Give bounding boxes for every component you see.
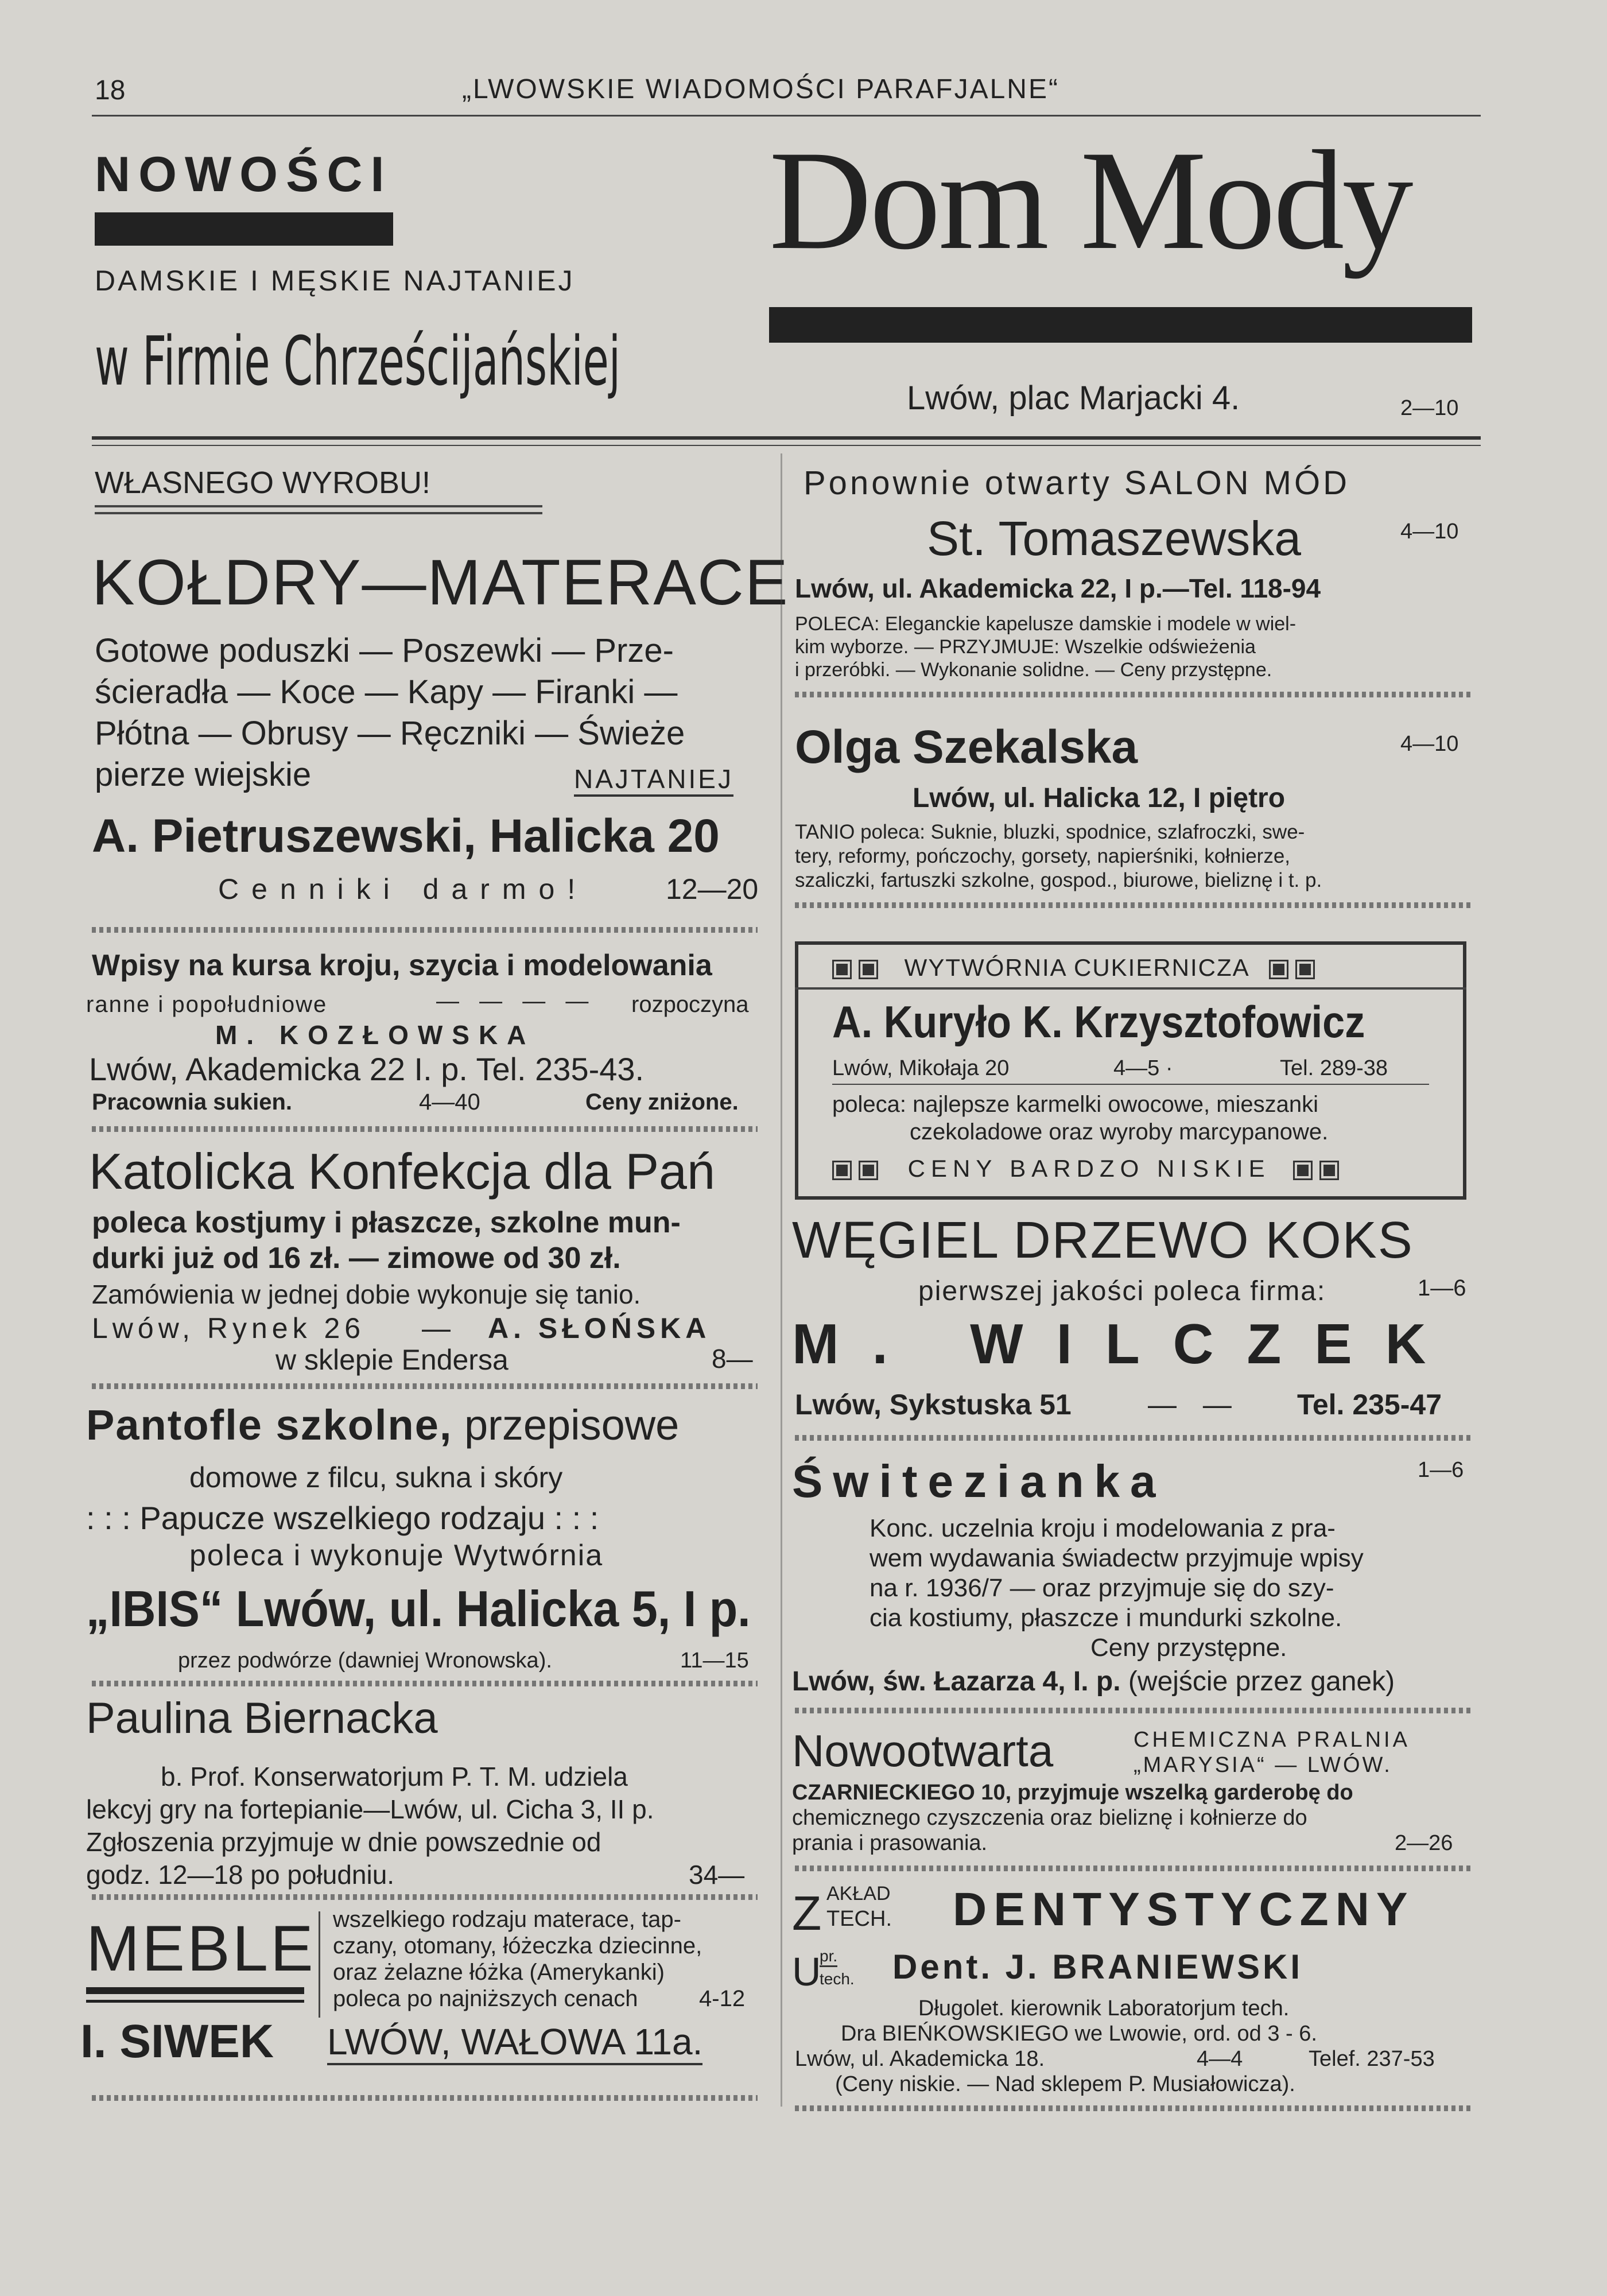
konfekcja-line-5: w sklepie Endersa bbox=[275, 1344, 509, 1376]
kozlowska-address: Lwów, Akademicka 22 I. p. Tel. 235-43. bbox=[89, 1051, 645, 1087]
dom-mody-black-bar bbox=[769, 307, 1472, 343]
kurylo-line-2: czekoladowe oraz wyroby marcypanowe. bbox=[910, 1119, 1329, 1145]
meble-black-bar-2 bbox=[86, 2000, 304, 2003]
tomaszewska-code: 4—10 bbox=[1400, 519, 1459, 544]
switezianka-address-rest: (wejście przez ganek) bbox=[1128, 1666, 1395, 1697]
own-make-underline-2 bbox=[95, 512, 542, 514]
ornament-rule bbox=[795, 1435, 1472, 1441]
meble-code: 4-12 bbox=[699, 1986, 746, 2011]
marysia-line-1-text: CZARNIECKIEGO 10, przyjmuje wszelką garderobę do bbox=[792, 1781, 1353, 1805]
switezianka-name: Świtezianka bbox=[792, 1456, 1166, 1507]
tomaszewska-line-3: POLECA: Eleganckie kapelusze damskie i modele w wiel- bbox=[795, 613, 1297, 635]
meble-name: I. SIWEK bbox=[80, 2015, 274, 2068]
kozlowska-line-1: Wpisy na kursa kroju, szycia i modelowania bbox=[92, 949, 712, 982]
biernacka-line-3: Zgłoszenia przyjmuje w dnie powszednie od bbox=[86, 1827, 601, 1857]
nowosci-subline: DAMSKIE I MĘSKIE NAJTANIEJ bbox=[95, 265, 575, 297]
koldry-line-1: Gotowe poduszki — Poszewki — Prze- bbox=[95, 632, 674, 669]
kurylo-line-1: poleca: najlepsze karmelki owocowe, mieszanki bbox=[832, 1092, 1319, 1117]
switezianka-address-bold: Lwów, św. Łazarza 4, I. p. bbox=[792, 1666, 1121, 1697]
ornament-rule bbox=[92, 927, 758, 933]
konfekcja-headline: Katolicka Konfekcja dla Pań bbox=[89, 1143, 715, 1200]
kurylo-top bbox=[832, 954, 1322, 982]
ibis-firm: „IBIS“ Lwów, ul. Halicka 5, I p. bbox=[86, 1580, 751, 1637]
nowosci-black-bar bbox=[95, 212, 393, 246]
own-make-underline bbox=[95, 505, 542, 507]
koldry-firm: A. Pietruszewski, Halicka 20 bbox=[92, 810, 720, 862]
meble-line-3: oraz żelazne łóżka (Amerykanki) bbox=[333, 1960, 665, 1985]
kurylo-bottom-label: CENY BARDZO NISKIE bbox=[907, 1155, 1271, 1182]
column-divider bbox=[781, 453, 782, 2107]
kozlowska-line-2-right: rozpoczyna bbox=[631, 992, 749, 1017]
wilczek-name: M. WILCZEK bbox=[792, 1312, 1460, 1375]
dom-mody-code: 2—10 bbox=[1400, 396, 1459, 420]
square-ornament-icon bbox=[832, 960, 852, 979]
top-section-rule bbox=[92, 436, 1481, 440]
biernacka-line-2: lekcyj gry na fortepianie—Lwów, ul. Cicha 3, II p. bbox=[86, 1794, 654, 1824]
header-rule bbox=[92, 115, 1481, 117]
ornament-rule bbox=[92, 1383, 758, 1389]
running-title: „LWOWSKIE WIADOMOŚCI PARAFJALNE“ bbox=[462, 74, 1059, 104]
koldry-line-2: ścieradła — Koce — Kapy — Firanki — bbox=[95, 673, 678, 711]
wilczek-code: 1—6 bbox=[1418, 1275, 1466, 1301]
upr-top: pr. bbox=[820, 1947, 837, 1967]
dent-line-4: (Ceny niskie. — Nad sklepem P. Musiałowicza). bbox=[835, 2072, 1295, 2096]
square-ornament-icon bbox=[859, 1161, 878, 1180]
ornament-rule bbox=[795, 902, 1472, 908]
ibis-headline-bold: Pantofle szkolne, bbox=[86, 1401, 453, 1449]
ibis-line-2: : : : Papucze wszelkiego rodzaju : : : bbox=[86, 1500, 599, 1536]
koldry-headline: KOŁDRY—MATERACE bbox=[92, 546, 789, 618]
marysia-line-1 bbox=[792, 1781, 1353, 1805]
dom-mody-address: Lwów, plac Marjacki 4. bbox=[907, 379, 1240, 417]
square-ornament-icon bbox=[1293, 1161, 1313, 1180]
ibis-headline-rest: przepisowe bbox=[464, 1401, 680, 1449]
square-ornament-icon bbox=[1295, 960, 1315, 979]
marysia-line-2: chemicznego czyszczenia oraz bieliznę i kołnierze do bbox=[792, 1806, 1307, 1830]
nowosci-firm-line: w Firmie Chrześcijańskiej bbox=[95, 321, 621, 401]
szekalska-line-2: tery, reformy, pończochy, gorsety, napierśniki, kołnierze, bbox=[795, 845, 1291, 867]
ibis-headline bbox=[86, 1401, 679, 1449]
szekalska-name: Olga Szekalska bbox=[795, 721, 1138, 773]
ibis-line-3: poleca i wykonuje Wytwórnia bbox=[189, 1539, 604, 1572]
switezianka-line-4: cia kostiumy, płaszcze i mundurki szkolne. bbox=[870, 1604, 1342, 1632]
konfekcja-line-3: Zamówienia w jednej dobie wykonuje się tanio. bbox=[92, 1279, 641, 1309]
biernacka-code: 34— bbox=[689, 1860, 745, 1890]
zaklad-z: Z bbox=[792, 1886, 822, 1940]
koldry-cenniki: Cenniki darmo! bbox=[218, 873, 588, 905]
upr-u: U bbox=[792, 1949, 821, 1994]
upr-bottom: tech. bbox=[820, 1970, 855, 1988]
meble-address: LWÓW, WAŁOWA 11a. bbox=[327, 2020, 702, 2065]
ornament-rule bbox=[795, 1708, 1472, 1713]
own-make-label: WŁASNEGO WYROBU! bbox=[95, 466, 431, 500]
nowosci-headline: NOWOŚCI bbox=[95, 147, 393, 202]
square-ornament-icon bbox=[832, 1161, 852, 1180]
top-section-rule-2 bbox=[92, 445, 1481, 446]
ornament-rule bbox=[92, 1894, 758, 1900]
ibis-code: 11—15 bbox=[680, 1649, 749, 1673]
zaklad-top: AKŁAD bbox=[826, 1883, 891, 1905]
kurylo-name: A. Kuryło K. Krzysztofowicz bbox=[832, 996, 1365, 1047]
kozlowska-code: 4—40 bbox=[419, 1089, 480, 1115]
meble-line-1: wszelkiego rodzaju materace, tap- bbox=[333, 1907, 681, 1932]
tomaszewska-address: Lwów, ul. Akademicka 22, I p.—Tel. 118-94 bbox=[795, 573, 1321, 603]
switezianka-code: 1—6 bbox=[1418, 1458, 1464, 1482]
switezianka-line-1: Konc. uczelnia kroju i modelowania z pra- bbox=[870, 1514, 1336, 1542]
tomaszewska-line-5: i przeróbki. — Wykonanie solidne. — Ceny przystępne. bbox=[795, 659, 1272, 681]
kurylo-bottom bbox=[832, 1155, 1346, 1182]
ornament-rule bbox=[92, 2095, 758, 2101]
kurylo-tel: Tel. 289-38 bbox=[1280, 1056, 1388, 1080]
meble-line-4: poleca po najniższych cenach bbox=[333, 1986, 638, 2011]
biernacka-line-1: b. Prof. Konserwatorjum P. T. M. udziela bbox=[161, 1762, 628, 1791]
dent-braniewski: Dent. J. BRANIEWSKI bbox=[892, 1948, 1303, 1986]
tomaszewska-line-1: Ponownie otwarty SALON MÓD bbox=[804, 464, 1350, 502]
koldry-line-3: Płótna — Obrusy — Ręczniki — Świeże bbox=[95, 715, 685, 752]
switezianka-line-5: Ceny przystępne. bbox=[1090, 1634, 1287, 1662]
kurylo-top-rule bbox=[795, 987, 1466, 990]
konfekcja-code: 8— bbox=[712, 1344, 753, 1374]
switezianka-line-3: na r. 1936/7 — oraz przyjmuje się do szy- bbox=[870, 1574, 1334, 1602]
kozlowska-workshop: Pracownia sukien. bbox=[92, 1089, 293, 1115]
ibis-line-1: domowe z filcu, sukna i skóry bbox=[189, 1461, 563, 1494]
ornament-rule bbox=[795, 1865, 1472, 1871]
meble-headline: MEBLE bbox=[86, 1913, 316, 1984]
wilczek-address: Lwów, Sykstuska 51 bbox=[795, 1389, 1072, 1421]
switezianka-address bbox=[792, 1666, 1395, 1697]
marysia-top-right-1: CHEMICZNA PRALNIA bbox=[1134, 1728, 1410, 1752]
dentystyczny-headline: DENTYSTYCZNY bbox=[953, 1883, 1415, 1936]
kurylo-address: Lwów, Mikołaja 20 bbox=[832, 1056, 1010, 1080]
marysia-line-3: prania i prasowania. bbox=[792, 1831, 988, 1855]
ornament-rule bbox=[795, 2105, 1472, 2111]
dom-mody-headline: Dom Mody bbox=[769, 121, 1411, 279]
marysia-code: 2—26 bbox=[1395, 1831, 1453, 1855]
ornament-rule bbox=[92, 1126, 758, 1132]
konfekcja-line-2: durki już od 16 zł. — zimowe od 30 zł. bbox=[92, 1242, 621, 1275]
szekalska-line-3: szaliczki, fartuszki szkolne, gospod., biurowe, bieliznę i t. p. bbox=[795, 869, 1322, 891]
konfekcja-line-4-right: A. SŁOŃSKA bbox=[488, 1312, 711, 1344]
dent-line-3-left: Lwów, ul. Akademicka 18. bbox=[795, 2047, 1045, 2071]
kozlowska-prices: Ceny zniżone. bbox=[585, 1089, 739, 1115]
kozlowska-name: M. KOZŁOWSKA bbox=[215, 1020, 535, 1050]
biernacka-name: Paulina Biernacka bbox=[86, 1694, 438, 1743]
zaklad-bottom: TECH. bbox=[826, 1907, 892, 1931]
szekalska-code: 4—10 bbox=[1400, 732, 1459, 756]
meble-divider bbox=[319, 1911, 320, 2018]
square-ornament-icon bbox=[859, 960, 878, 979]
konfekcja-line-4-left: Lwów, Rynek 26 bbox=[92, 1312, 366, 1344]
kozlowska-line-2-dashes: — — — — bbox=[436, 988, 596, 1014]
ibis-line-5: przez podwórze (dawniej Wronowska). bbox=[178, 1649, 552, 1673]
switezianka-line-2: wem wydawania świadectw przyjmuje wpisy bbox=[870, 1544, 1364, 1572]
kurylo-top-label: WYTWÓRNIA CUKIERNICZA bbox=[904, 954, 1250, 981]
dent-line-3-code: 4—4 bbox=[1197, 2047, 1243, 2071]
koldry-line-4-right: NAJTANIEJ bbox=[574, 763, 733, 797]
page-number: 18 bbox=[95, 75, 126, 106]
szekalska-line-1: TANIO poleca: Suknie, bluzki, spodnice, szlafroczki, swe- bbox=[795, 821, 1305, 843]
koldry-code: 12—20 bbox=[666, 873, 759, 905]
wilczek-headline: WĘGIEL DRZEWO KOKS bbox=[792, 1212, 1414, 1269]
dent-line-2: Dra BIEŃKOWSKIEGO we Lwowie, ord. od 3 - 6. bbox=[841, 2022, 1317, 2046]
marysia-top-right-2: „MARYSIA“ — LWÓW. bbox=[1134, 1753, 1392, 1777]
square-ornament-icon bbox=[1269, 960, 1288, 979]
wilczek-tel: Tel. 235-47 bbox=[1297, 1389, 1442, 1421]
kurylo-code: 4—5 · bbox=[1113, 1056, 1173, 1080]
szekalska-address: Lwów, ul. Halicka 12, I piętro bbox=[913, 783, 1286, 813]
tomaszewska-name: St. Tomaszewska bbox=[927, 511, 1302, 565]
dent-line-3-tel: Telef. 237-53 bbox=[1309, 2047, 1435, 2071]
biernacka-line-4: godz. 12—18 po południu. bbox=[86, 1860, 395, 1890]
meble-line-2: czany, otomany, łóżeczka dziecinne, bbox=[333, 1933, 702, 1958]
wilczek-dashes: — — bbox=[1148, 1389, 1241, 1421]
ornament-rule bbox=[92, 1681, 758, 1686]
koldry-line-4-left: pierze wiejskie bbox=[95, 756, 312, 793]
konfekcja-line-1: poleca kostjumy i płaszcze, szkolne mun- bbox=[92, 1206, 681, 1239]
kozlowska-line-2-left: ranne i popołudniowe bbox=[86, 992, 328, 1017]
wilczek-line-1: pierwszej jakości poleca firma: bbox=[918, 1276, 1326, 1306]
konfekcja-line-4-mid: — bbox=[422, 1312, 451, 1344]
ornament-rule bbox=[795, 692, 1472, 697]
meble-black-bar bbox=[86, 1987, 304, 1994]
tomaszewska-line-4: kim wyborze. — PRZYJMUJE: Wszelkie odświeżenia bbox=[795, 636, 1256, 658]
kurylo-mid-rule bbox=[832, 1084, 1429, 1085]
marysia-headline: Nowootwarta bbox=[792, 1725, 1054, 1776]
dent-line-1: Długolet. kierownik Laboratorjum tech. bbox=[918, 1996, 1290, 2020]
square-ornament-icon bbox=[1319, 1161, 1339, 1180]
